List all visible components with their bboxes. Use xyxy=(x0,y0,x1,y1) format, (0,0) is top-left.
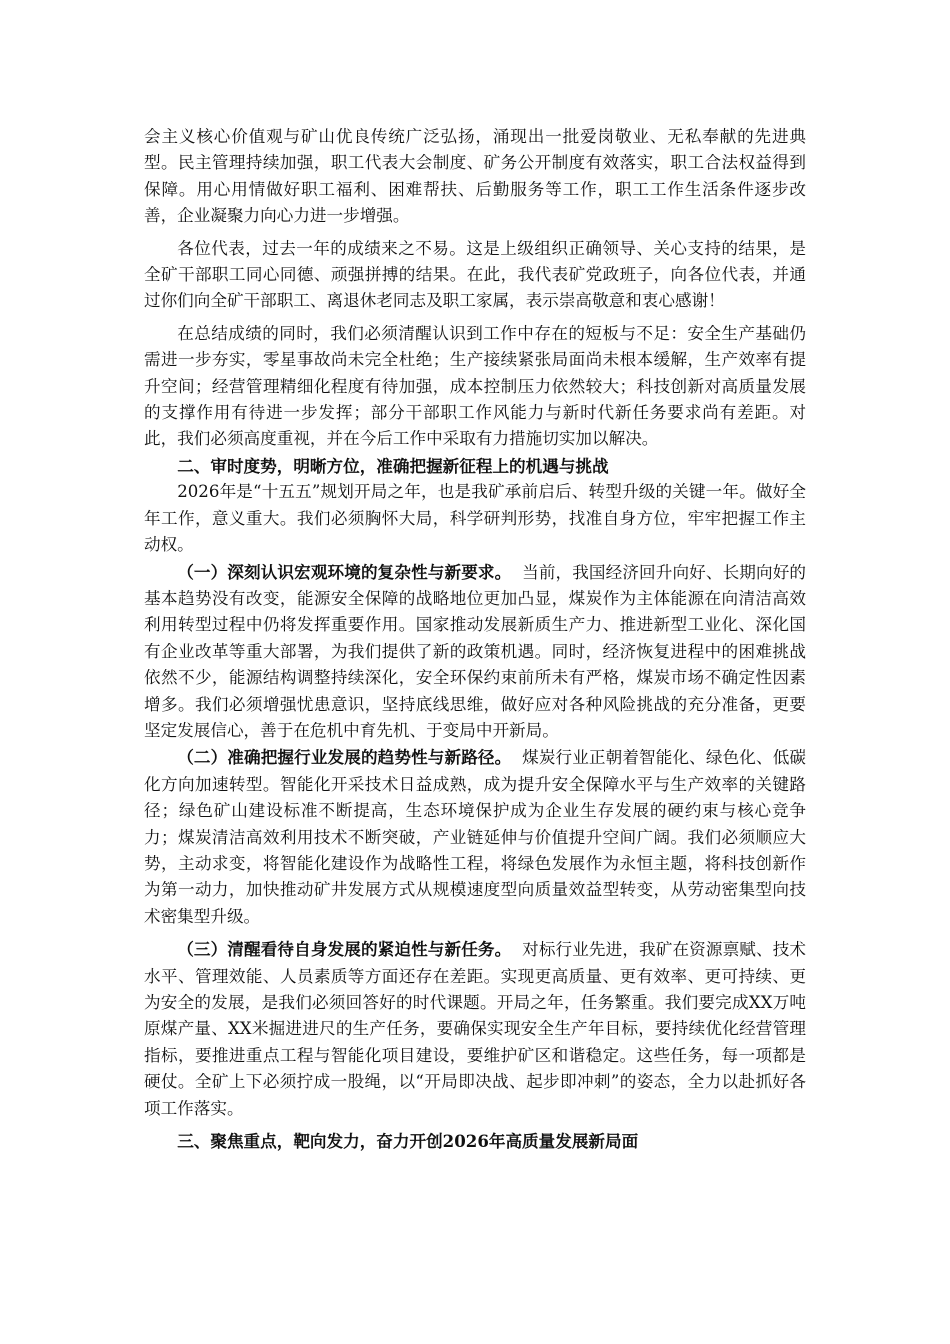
subsection-2-body: 煤炭行业正朝着智能化、绿色化、低碳化方向加速转型。智能化开采技术日益成熟，成为提升安全保障水平与生产效率的关键路径；绿色矿山建设标准不断提高，生态环境保护成为企业生存发展的硬约束与核心竞争力；煤炭清洁高效利用技术不断突破，产业链延伸与价值提升空间广阔。我们必须顺应大势，主动求变，将智能化建设作为战略性工程，将绿色发展作为永恒主题，将科技创新作为第一动力，加快推动矿井发展方式从规模速度型向质量效益型转变，从劳动密集型向技术密集型升级。 xyxy=(144,748,807,926)
subsection-3 xyxy=(144,936,806,1122)
section-heading-2: 二、审时度势，明晰方位，准确把握新征程上的机遇与挑战 xyxy=(177,455,609,476)
paragraph-shortcomings: 在总结成绩的同时，我们必须清醒认识到工作中存在的短板与不足：安全生产基础仍需进一步夯实，零星事故尚未完全杜绝；生产接续紧张局面尚未根本缓解，生产效率有提升空间；经营管理精细化程度有待加强，成本控制压力依然较大；科技创新对高质量发展的支撑作用有待进一步发挥；部分干部职工作风能力与新时代新任务要求尚有差距。对此，我们必须高度重视，并在今后工作中采取有力措施切实加以解决。 xyxy=(144,323,806,449)
document-page xyxy=(144,124,806,1154)
subsection-2-title: （二）准确把握行业发展的趋势性与新路径。 xyxy=(177,747,512,768)
subsection-1-title: （一）深刻认识宏观环境的复杂性与新要求。 xyxy=(177,561,512,582)
subsection-1-body: 当前，我国经济回升向好、长期向好的基本趋势没有改变，能源安全保障的战略地位更加凸显，煤炭作为主体能源在向清洁高效利用转型过程中仍将发挥重要作用。国家推动发展新质生产力、推进新型工业化、深化国有企业改革等重大部署，为我们提供了新的政策机遇。同时，经济恢复进程中的困难挑战依然不少，能源结构调整持续深化，安全环保约束前所未有严格，煤炭市场不确定性因素增多。我们必须增强忧患意识，坚持底线思维，做好应对各种风险挑战的充分准备，更要坚定发展信心，善于在危机中育先机、于变局中开新局。 xyxy=(144,562,807,740)
subsection-2 xyxy=(144,744,806,930)
subsection-3-body: 对标行业先进，我矿在资源禀赋、技术水平、管理效能、人员素质等方面还存在差距。实现更高质量、更有效率、更可持续、更为安全的发展，是我们必须回答好的时代课题。开局之年，任务繁重。我们要完成XX万吨原煤产量、XX米掘进进尺的生产任务，要确保实现安全生产年目标，要持续优化经营管理指标，要推进重点工程与智能化项目建设，要维护矿区和谐稳定。这些任务，每一项都是硬仗。全矿上下必须拧成一股绳，以“开局即决战、起步即冲刺”的姿态，全力以赴抓好各项工作落实。 xyxy=(144,940,807,1118)
subsection-3-title: （三）清醒看待自身发展的紧迫性与新任务。 xyxy=(177,939,512,960)
subsection-1 xyxy=(144,559,806,745)
paragraph-achievements-continuation: 会主义核心价值观与矿山优良传统广泛弘扬，涌现出一批爱岗敬业、无私奉献的先进典型。民主管理持续加强，职工代表大会制度、矿务公开制度有效落实，职工合法权益得到保障。用心用情做好职工福利、困难帮扶、后勤服务等工作，职工工作生活条件逐步改善，企业凝聚力向心力进一步增强。 xyxy=(144,127,806,226)
paragraph-2026-intro: 2026年是“十五五”规划开局之年，也是我矿承前启后、转型升级的关键一年。做好全年工作，意义重大。我们必须胸怀大局，科学研判形势，找准自身方位，牢牢把握工作主动权。 xyxy=(144,482,806,555)
section-heading-3: 三、聚焦重点，靶向发力，奋力开创2026年高质量发展新局面 xyxy=(177,1131,639,1152)
paragraph-thanks: 各位代表，过去一年的成绩来之不易。这是上级组织正确领导、关心支持的结果，是全矿干部职工同心同德、顽强拼搏的结果。在此，我代表矿党政班子，向各位代表，并通过你们向全矿干部职工、离退休老同志及职工家属，表示崇高敬意和衷心感谢！ xyxy=(144,238,806,311)
